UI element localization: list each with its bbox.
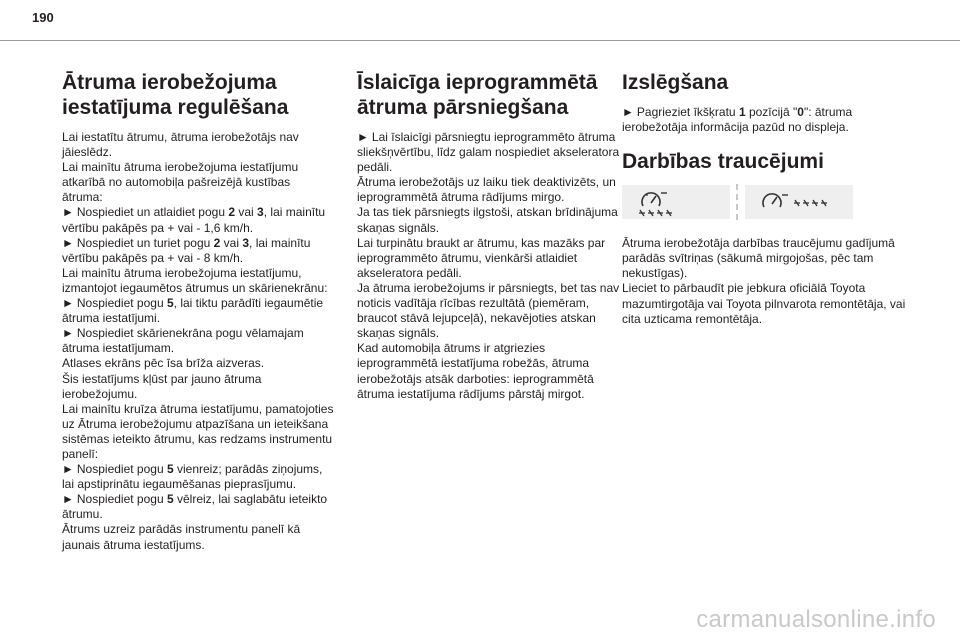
figure-separator (736, 184, 739, 220)
section-heading-adjustment: Ātruma ierobežojuma iestatījuma regulēšana (62, 71, 289, 119)
speed-limiter-dashes-icon-graphic (754, 187, 844, 217)
column-temporary-override (357, 70, 629, 402)
bullet-arrow-icon: ► (622, 105, 634, 119)
paragraph-text: Ātruma ierobežotāja darbības traucējumu gadījumā parādās svītriņas (sākumā mirgojošas, pēc tam nekustīgas). Lieciet to pārbaudīt pie jebkura oficiālā Toyota mazumtirgotāja vai Toyota pilnvarota remontētāja, vai cita uzticama remontētāja. (622, 236, 906, 326)
paragraph (357, 175, 629, 401)
paragraph-text: Ātruma ierobežotājs uz laiku tiek deaktivizēts, un ieprogrammētā ātruma rādījums mirgo. Ja tas tiek pārsniegts ilgstoši, atskan brīdinājuma skaņas signāls. Lai turpinātu braukt ar ātrumu, kas mazāks par ieprogrammēto ātrumu, vienkārši atlaidiet akseleratora pedāli. Ja ātruma ierobežojums ir pārsniegts, bet tas nav noticis vadītāja rīcības rezultātā (piemēram, braucot stāvā lejupceļā), nekavējoties atskan skaņas signāls. Kad automobiļa ātrums ir atgriezies ieprogrammētā iestatījuma robežās, ātruma ierobežotājs atsāk darboties: ieprogrammētā ātruma iestatījuma rādījums pārstāj mirgot. (357, 175, 620, 401)
bullet-arrow-icon: ► (62, 462, 74, 477)
bullet-arrow-icon: ► (62, 235, 74, 250)
header-divider (0, 40, 960, 41)
bullet-item (357, 130, 629, 175)
paragraph-text: Lai iestatītu ātrumu, ātruma ierobežotājs nav jāieslēdz. Lai mainītu ātruma ierobežojuma iestatījumu atkarībā no automobiļa pašreizējā kustības ātruma: (62, 130, 299, 205)
paragraph (62, 522, 334, 552)
paragraph (62, 266, 334, 296)
paragraph (622, 236, 912, 327)
speed-limiter-dashes-icon-graphic (631, 187, 721, 217)
malfunction-indicator-figure (622, 184, 912, 220)
page-number: 190 (32, 10, 54, 25)
paragraph-text: Ātrums uzreiz parādās instrumentu panelī kā jaunais ātruma iestatījums. (62, 522, 301, 552)
paragraph (62, 356, 334, 462)
paragraph (62, 130, 334, 205)
paragraph-text: Lai mainītu ātruma ierobežojuma iestatījumu, izmantojot iegaumētos ātrumus un skārienekrānu: (62, 265, 328, 295)
bullet-text: Lai īslaicīgi pārsniegtu ieprogrammēto ātruma sliekšņvērtību, līdz galam nospiediet akseleratora pedāli. (357, 130, 620, 175)
speed-limiter-dashes-icon-2 (745, 185, 853, 219)
bullet-arrow-icon: ► (62, 492, 74, 507)
column-switch-off-and-faults (622, 70, 912, 327)
bullet-item: ► Nospiediet pogu 5, lai tiktu parādīti iegaumētie ātruma iestatījumi. (62, 296, 324, 326)
bullet-item: ► Pagrieziet īkšķratu 1 pozīcijā "0": ātruma ierobežotāja informācija pazūd no displeja. (622, 105, 853, 135)
watermark: carmanualsonline.info (696, 606, 936, 633)
bullet-arrow-icon: ► (357, 130, 369, 144)
bullet-item: ► Nospiediet pogu 5 vienreiz; parādās ziņojums, lai apstiprinātu iegaumēšanas pieprasījumu. (62, 462, 323, 492)
section-heading-switch-off: Izslēgšana (622, 71, 729, 94)
speed-limiter-dashes-icon (622, 185, 730, 219)
section-heading-malfunction: Darbības traucējumi (622, 150, 824, 174)
bullet-arrow-icon: ► (62, 326, 74, 341)
bullet-arrow-icon: ► (62, 205, 74, 220)
bullet-item (62, 326, 334, 356)
bullet-item: ► Nospiediet pogu 5 vēlreiz, lai saglabātu ieteikto ātrumu. (62, 492, 328, 522)
paragraph-text: Atlases ekrāns pēc īsa brīža aizveras. Šis iestatījums kļūst par jauno ātruma ierobežojumu. Lai mainītu kruīza ātruma iestatījumu, pamatojoties uz Ātruma ierobežojumu atpazīšana un ieteikšana sistēmas ieteikto ātrumu, kas redzams instrumentu panelī: (62, 356, 334, 461)
column-speed-limit-adjustment (62, 70, 334, 553)
bullet-item: ► Nospiediet un turiet pogu 2 vai 3, lai mainītu vērtību pakāpēs pa + vai - 8 km/h. (62, 235, 311, 265)
bullet-item: ► Nospiediet un atlaidiet pogu 2 vai 3, lai mainītu vērtību pakāpēs pa + vai - 1,6 km/h. (62, 205, 326, 235)
bullet-arrow-icon: ► (62, 296, 74, 311)
bullet-text: Nospiediet skārienekrāna pogu vēlamajam ātruma iestatījumam. (62, 326, 304, 356)
section-heading-override: Īslaicīga ieprogrammētā ātruma pārsniegšana (357, 71, 598, 119)
